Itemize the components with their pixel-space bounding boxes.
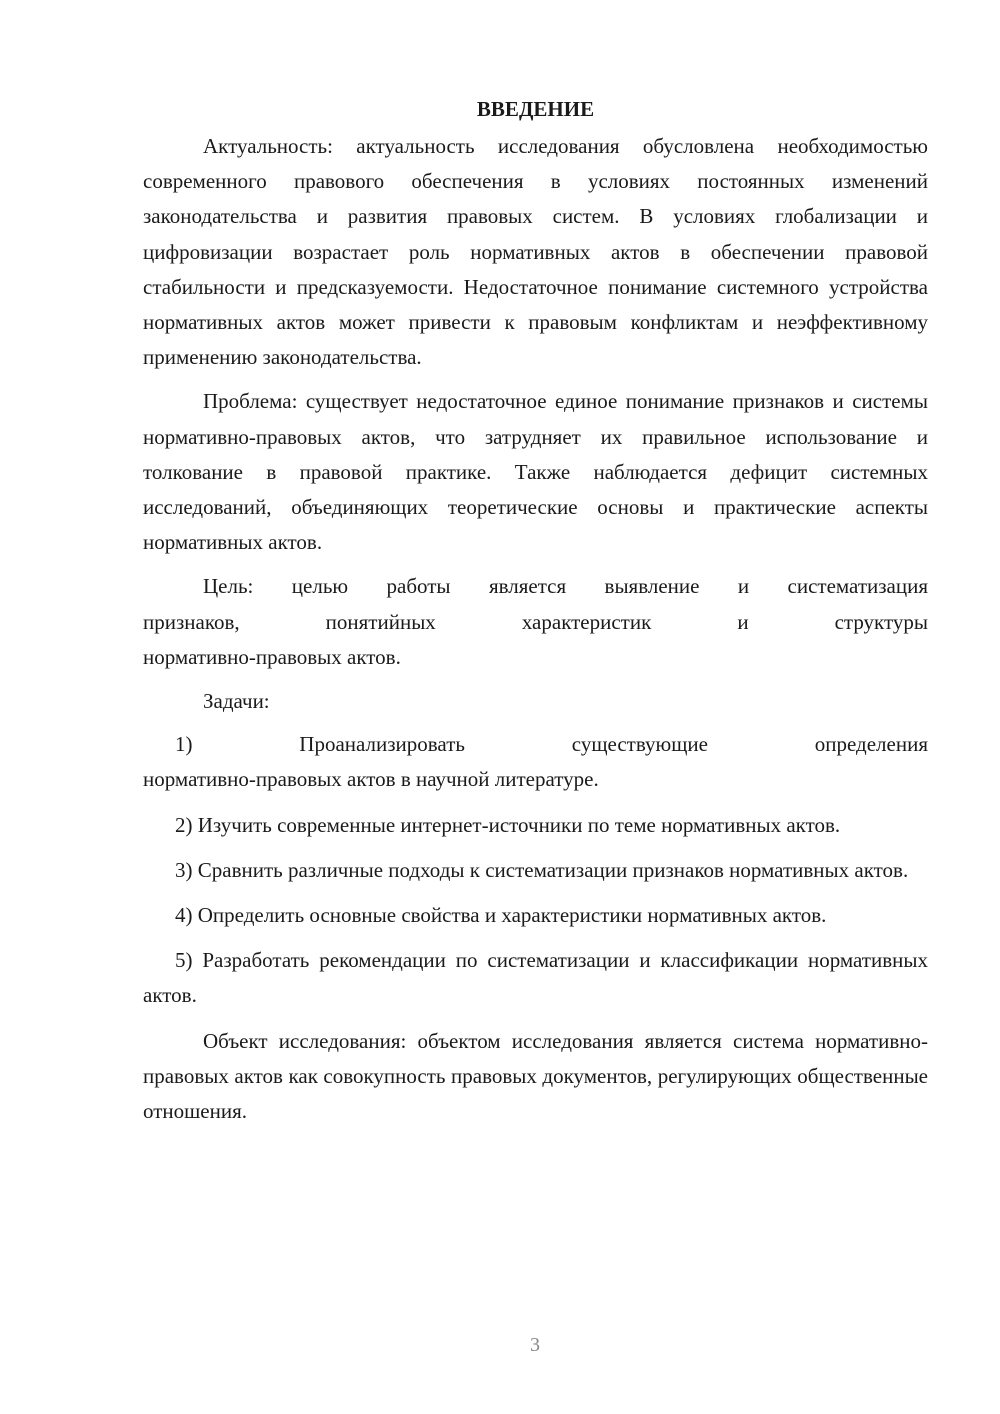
document-body: [143, 92, 928, 1138]
task-line: 1) Проанализировать существующие определения: [175, 732, 928, 757]
task-item: 2) Изучить современные интернет-источники по теме нормативных актов.: [175, 812, 841, 837]
task-item: 4) Определить основные свойства и характеристики нормативных актов.: [175, 903, 827, 928]
goal-line: признаков, понятийных характеристик и структуры: [143, 609, 928, 634]
tasks-label: Задачи:: [203, 689, 270, 714]
page-number: 3: [530, 1334, 540, 1356]
goal-line: Цель: целью работы является выявление и систематизация: [203, 574, 928, 599]
problem-paragraph: Проблема: существует недостаточное единое понимание признаков и системы нормативно-правовых актов, что затрудняет их правильное использование и толкование в правовой практике. Также наблюдается дефицит системных исследований, объединяющих теоретические основы и практические аспекты нормативных актов.: [143, 389, 928, 555]
goal-paragraph: [143, 569, 928, 675]
task-item: 5) Разработать рекомендации по систематизации и классификации нормативных актов.: [143, 948, 928, 1008]
goal-line: нормативно-правовых актов.: [143, 644, 401, 669]
task-item: [143, 727, 928, 797]
task-item: 3) Сравнить различные подходы к систематизации признаков нормативных актов.: [175, 857, 909, 882]
task-line: нормативно-правовых актов в научной литературе.: [143, 767, 599, 792]
relevance-paragraph: Актуальность: актуальность исследования обусловлена необходимостью современного правового обеспечения в условиях постоянных изменений законодательства и развития правовых систем. В условиях глобализации и цифровизации возрастает роль нормативных актов в обеспечении правовой стабильности и предсказуемости. Недостаточное понимание системного устройства нормативных актов может привести к правовым конфликтам и неэффективному применению законодательства.: [143, 134, 928, 370]
section-heading: ВВЕДЕНИЕ: [476, 97, 595, 121]
object-paragraph: Объект исследования: объектом исследования является система нормативно-правовых актов как совокупность правовых документов, регулирующих общественные отношения.: [143, 1028, 928, 1124]
